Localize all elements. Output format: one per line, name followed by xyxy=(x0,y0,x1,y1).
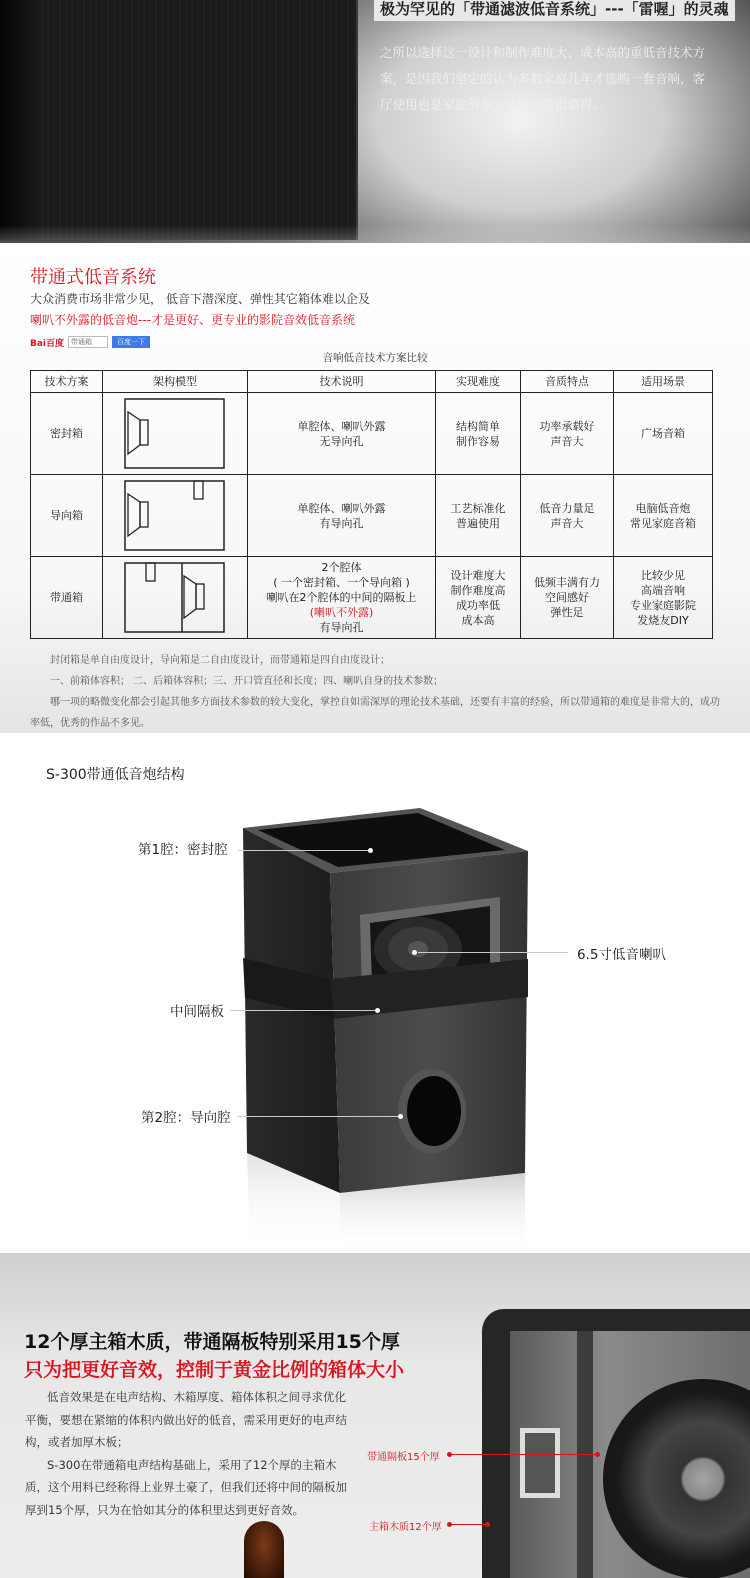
material-subheading: 只为把更好音效，控制于黄金比例的箱体大小 xyxy=(24,1359,405,1381)
baidu-search-input: 带通箱 xyxy=(68,336,108,348)
mounting-clip xyxy=(520,1428,560,1498)
quality-line: 功率承载好 xyxy=(539,419,595,433)
label-partition-thickness: 带通隔板15个厚 xyxy=(367,1452,440,1463)
pointer-dot xyxy=(485,1522,490,1527)
table-caption: 音响低音技术方案比较 xyxy=(322,352,428,364)
scene-line: 电脑低音炮 xyxy=(635,501,691,515)
pointer-line xyxy=(450,1524,488,1525)
table-header: 实现难度 xyxy=(436,371,521,393)
pointer-dot xyxy=(412,950,417,955)
quality-line: 低频丰满有力 xyxy=(534,576,600,589)
table-header: 适用场景 xyxy=(614,371,713,393)
scene-line: 广场音箱 xyxy=(641,427,685,440)
comparison-table xyxy=(30,370,713,639)
quality-line: 低音力量足 xyxy=(539,501,595,515)
desc-line: 单腔体、喇叭外露 xyxy=(297,501,386,515)
difficulty-line: 制作难度高 xyxy=(450,583,506,597)
note-line: 一、前箱体容积； 二、后箱体容积；三、开口管直径和长度；四、喇叭自身的技术参数； xyxy=(50,676,444,687)
structure-section xyxy=(0,733,750,1253)
table-header: 音质特点 xyxy=(521,371,614,393)
quality-line: 空间感好 xyxy=(545,591,589,604)
difficulty-line: 设计难度大 xyxy=(450,568,506,582)
label-woofer: 6.5寸低音喇叭 xyxy=(577,947,666,963)
table-row xyxy=(31,557,713,639)
note-line: 哪一项的略微变化都会引起其他多方面技术参数的较大变化，掌控自如需深厚的理论技术基础，还要有丰富的经验，所以带通箱的难度是非常大的，成功率低，优秀的作品不多见。 xyxy=(30,697,720,729)
pointer-dot xyxy=(595,1452,600,1457)
label-chamber1: 第1腔：密封腔 xyxy=(138,842,228,858)
pointer-line xyxy=(238,1116,400,1117)
pointer-line xyxy=(418,952,568,953)
hero-headline: 极为罕见的「带通滤波低音系统」---「雷喔」的灵魂 xyxy=(374,0,735,21)
pointer-line xyxy=(450,1454,598,1455)
desc-line: 单腔体、喇叭外露 xyxy=(297,419,386,433)
ported-box-diagram xyxy=(103,475,248,557)
label-chamber2: 第2腔：导向腔 xyxy=(141,1110,231,1126)
table-header-row xyxy=(31,371,713,393)
row-name: 导向箱 xyxy=(31,475,103,557)
scene-line: 高端音响 xyxy=(641,583,685,597)
pointer-dot xyxy=(375,1008,380,1013)
intro-highlight-line: 喇叭不外露的低音炮---才是更好、更专业的影院音效低音系统 xyxy=(30,313,355,327)
scene-line: 专业家庭影院 xyxy=(630,598,696,612)
intro-line: 大众消费市场非常少见， 低音下潜深度、弹性其它箱体难以企及 xyxy=(30,292,370,306)
label-wood-thickness: 主箱木质12个厚 xyxy=(369,1522,442,1533)
paragraph-line: S-300在带通箱电声结构基础上，采用了12个厚的主箱木质，这个用料已经称得上业界土豪了，但我们还将中间的隔板加厚到15个厚，只为在恰如其分的体积里达到更好音效。 xyxy=(25,1457,347,1517)
baidu-search-image xyxy=(30,335,150,349)
difficulty-line: 普遍使用 xyxy=(456,516,500,530)
difficulty-line: 成本高 xyxy=(461,613,495,627)
subwoofer-illustration xyxy=(0,733,750,1253)
baidu-search-button: 百度一下 xyxy=(112,336,150,348)
hero-paragraph: 之所以选择这一设计和制作难度大、成本高的重低音技术方案，是因我们坚定的认为多数家庭几年才选购一套音响，客厅使用也是家庭形象，选套好的很值得。 xyxy=(380,45,706,112)
sealed-box-diagram xyxy=(103,393,248,475)
quality-line: 声音大 xyxy=(550,516,584,530)
scene-line: 发烧友DIY xyxy=(637,613,689,627)
pointer-dot xyxy=(368,848,373,853)
desc-line: 有导向孔 xyxy=(319,621,364,634)
violin-image xyxy=(244,1521,284,1578)
difficulty-line: 工艺标准化 xyxy=(450,501,506,515)
pointer-line xyxy=(238,850,370,851)
table-header: 技术方案 xyxy=(31,371,103,393)
desc-line: 有导向孔 xyxy=(319,516,364,530)
section-title: S-300带通低音炮结构 xyxy=(46,767,185,783)
scene-line: 常见家庭音箱 xyxy=(630,516,696,530)
difficulty-line: 成功率低 xyxy=(456,598,500,612)
material-section xyxy=(0,1253,750,1578)
row-name: 带通箱 xyxy=(31,557,103,639)
baidu-logo: Bai百度 xyxy=(30,338,65,349)
paragraph-line: 低音效果是在电声结构、木箱厚度、箱体体积之间寻求优化平衡，要想在紧缩的体积内做出好的低音，需采用更好的电声结构，或者加厚木板； xyxy=(25,1390,347,1449)
desc-line: 2个腔体 xyxy=(321,561,362,574)
table-header: 技术说明 xyxy=(248,371,436,393)
bandpass-box-diagram xyxy=(103,557,248,639)
speaker-front-image xyxy=(40,0,358,240)
quality-line: 声音大 xyxy=(550,434,584,448)
material-paragraph xyxy=(25,1386,355,1521)
floor-reflection xyxy=(0,225,750,243)
table-header: 架构模型 xyxy=(103,371,248,393)
desc-line: ( 一个密封箱、一个导向箱 ) xyxy=(273,576,410,589)
row-name: 密封箱 xyxy=(31,393,103,475)
pointer-dot xyxy=(398,1114,403,1119)
difficulty-line: 制作容易 xyxy=(456,434,500,448)
desc-line: 无导向孔 xyxy=(319,434,364,448)
speaker-side-image xyxy=(0,0,42,240)
section-title: 带通式低音系统 xyxy=(30,267,156,288)
scene-line: 比较少见 xyxy=(641,568,685,582)
table-row xyxy=(31,475,713,557)
quality-line: 弹性足 xyxy=(550,606,584,619)
desc-highlight: (喇叭不外露) xyxy=(309,606,374,619)
table-row xyxy=(31,393,713,475)
difficulty-line: 结构简单 xyxy=(456,419,500,433)
pointer-line xyxy=(230,1010,378,1011)
desc-line: 喇叭在2个腔体的中间的隔板上 xyxy=(266,591,417,604)
bandpass-section xyxy=(0,243,750,733)
material-heading: 12个厚主箱木质，带通隔板特别采用15个厚 xyxy=(24,1331,400,1353)
table-notes xyxy=(30,650,720,733)
hero-section xyxy=(0,0,750,243)
note-line: 封闭箱是单自由度设计，导向箱是二自由度设计，而带通箱是四自由度设计； xyxy=(50,655,390,666)
label-partition: 中间隔板 xyxy=(170,1004,224,1020)
